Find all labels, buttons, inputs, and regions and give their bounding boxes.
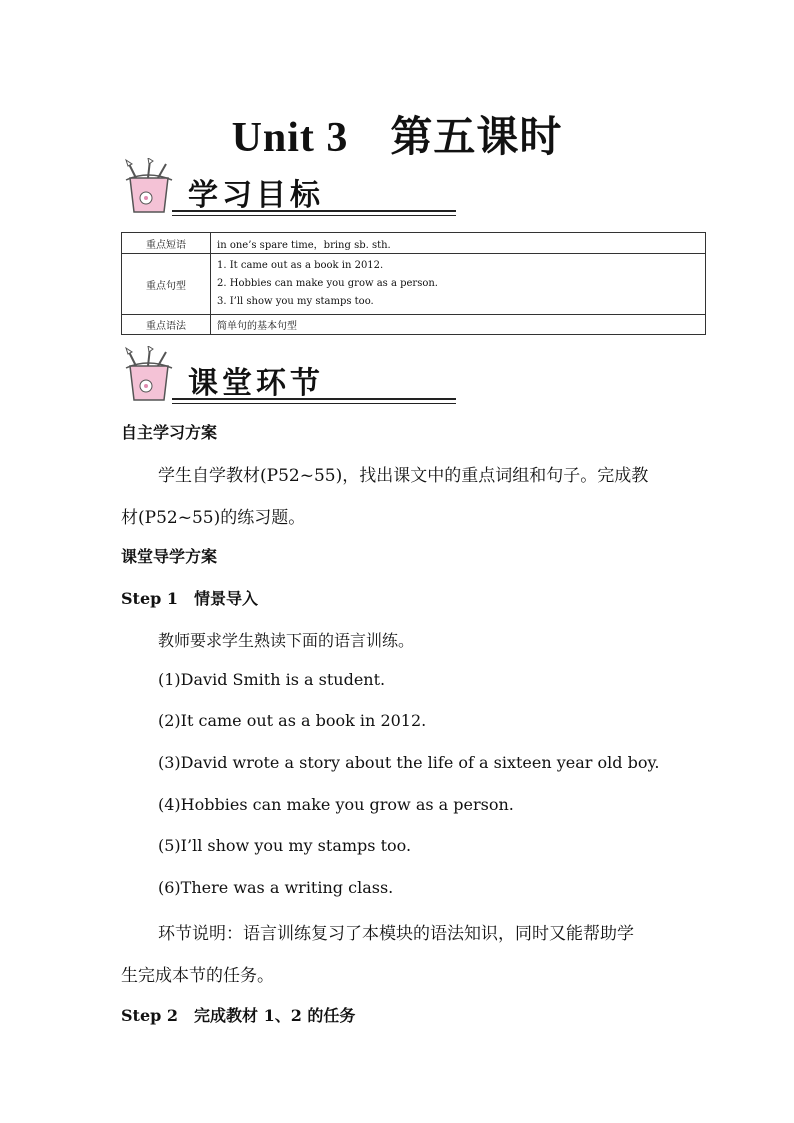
practice-sentence: (2)It came out as a book in 2012. <box>158 711 427 730</box>
section-note: 环节说明：语言训练复习了本模块的语法知识，同时又能帮助学 <box>158 924 634 944</box>
self-study-text: 材(P52~55)的练习题。 <box>121 508 306 528</box>
practice-sentence: (3)David wrote a story about the life of a sixteen year old boy. <box>158 753 660 772</box>
key-sentence: 1. It came out as a book in 2012. <box>217 260 384 271</box>
lesson-title: 第五课时 <box>390 115 563 161</box>
practice-sentence: (5)I’ll show you my stamps too. <box>158 836 412 855</box>
key-sentence: 3. I’ll show you my stamps too. <box>217 296 374 307</box>
unit-title: Unit 3 <box>231 115 349 161</box>
table-key: 重点句型 <box>122 254 211 315</box>
step1-intro: 教师要求学生熟读下面的语言训练。 <box>158 631 415 650</box>
table-value: 简单句的基本句型 <box>211 315 706 335</box>
table-key: 重点短语 <box>122 233 211 254</box>
banner-underline <box>172 210 456 216</box>
page-title <box>0 104 794 164</box>
key-sentence: 2. Hobbies can make you grow as a person. <box>217 278 438 289</box>
table-key: 重点语法 <box>122 315 211 335</box>
step2-heading: Step 2 完成教材 1、2 的任务 <box>121 1006 356 1025</box>
table-row <box>122 315 706 335</box>
step1-heading: Step 1 情景导入 <box>121 589 259 608</box>
pen-holder-icon <box>118 158 188 218</box>
table-value: in one’s spare time，bring sb. sth. <box>211 233 706 254</box>
objectives-banner-label: 学习目标 <box>188 178 324 213</box>
table-row <box>122 254 706 315</box>
guided-heading: 课堂导学方案 <box>121 547 218 566</box>
self-study-heading: 自主学习方案 <box>121 423 218 442</box>
practice-sentence: (1)David Smith is a student. <box>158 670 386 689</box>
pen-holder-icon <box>118 346 188 406</box>
self-study-text: 学生自学教材(P52~55)，找出课文中的重点词组和句子。完成教 <box>158 466 649 486</box>
practice-sentence: (4)Hobbies can make you grow as a person. <box>158 795 514 814</box>
banner-underline <box>172 398 456 404</box>
objectives-banner <box>118 158 338 218</box>
classroom-banner-label: 课堂环节 <box>188 366 324 401</box>
practice-sentence: (6)There was a writing class. <box>158 878 394 897</box>
table-row <box>122 233 706 254</box>
table-value <box>211 254 706 315</box>
goals-table <box>121 232 706 335</box>
classroom-banner <box>118 346 338 406</box>
section-note: 生完成本节的任务。 <box>121 966 274 986</box>
